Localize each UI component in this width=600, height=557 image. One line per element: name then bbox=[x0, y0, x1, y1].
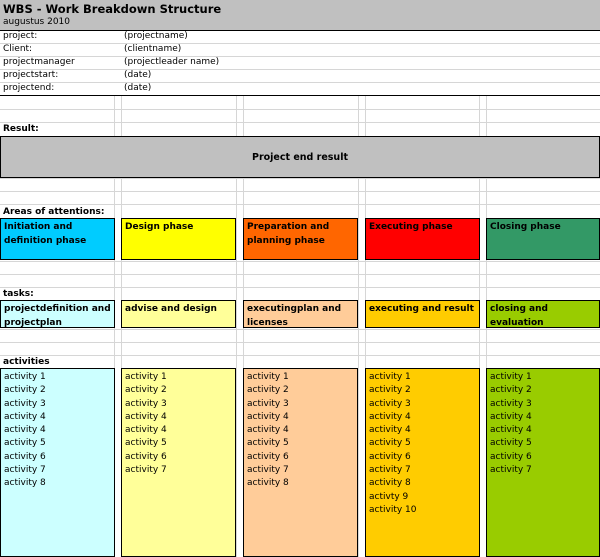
info-divider bbox=[0, 95, 600, 96]
area-closing[interactable]: Closing phase bbox=[486, 218, 600, 260]
activity-item[interactable]: activity 1 bbox=[490, 372, 532, 382]
grid-row-line bbox=[0, 178, 600, 179]
task-projectdefinition[interactable]: projectdefinition and projectplan bbox=[0, 300, 115, 328]
activity-item[interactable]: activity 4 bbox=[247, 411, 289, 422]
task-closing-evaluation[interactable]: closing and evaluation bbox=[486, 300, 600, 328]
activity-item[interactable]: activity 7 bbox=[369, 465, 411, 476]
area-design[interactable]: Design phase bbox=[121, 218, 236, 260]
grid-row-line bbox=[0, 122, 600, 123]
activity-item[interactable]: activity 3 bbox=[247, 398, 289, 409]
activity-item[interactable]: activity 2 bbox=[4, 385, 46, 396]
activity-item[interactable]: activity 7 bbox=[490, 465, 532, 476]
project-end-result-box[interactable]: Project end result bbox=[0, 136, 600, 178]
info-label: project: bbox=[3, 31, 38, 41]
activity-item[interactable]: activity 4 bbox=[369, 411, 411, 422]
activity-item[interactable]: activty 9 bbox=[369, 491, 409, 502]
activity-item[interactable]: activity 4 bbox=[125, 425, 167, 436]
activity-item[interactable]: activity 4 bbox=[490, 425, 532, 436]
document-header bbox=[0, 0, 600, 31]
result-label: Result: bbox=[3, 124, 39, 134]
area-preparation[interactable]: Preparation and planning phase bbox=[243, 218, 358, 260]
info-label: projectend: bbox=[3, 83, 55, 93]
info-value[interactable]: (projectname) bbox=[124, 31, 188, 41]
activity-item[interactable]: activity 1 bbox=[247, 372, 289, 382]
activity-item[interactable]: activity 2 bbox=[369, 385, 411, 396]
activity-item[interactable]: activity 6 bbox=[369, 451, 411, 462]
activities-column-design bbox=[121, 368, 236, 557]
activity-item[interactable]: activity 4 bbox=[369, 425, 411, 436]
area-initiation[interactable]: Initiation and definition phase bbox=[0, 218, 115, 260]
activity-item[interactable]: activity 2 bbox=[490, 385, 532, 396]
info-label: projectstart: bbox=[3, 70, 59, 80]
info-value[interactable]: (projectleader name) bbox=[124, 57, 220, 67]
activity-item[interactable]: activity 1 bbox=[369, 372, 411, 382]
activities-column-initiation bbox=[0, 368, 115, 557]
activity-item[interactable]: activity 7 bbox=[125, 465, 167, 476]
activity-item[interactable]: activity 3 bbox=[490, 398, 532, 409]
info-row-client bbox=[0, 43, 600, 57]
activity-item[interactable]: activity 5 bbox=[125, 438, 167, 449]
activity-item[interactable]: activity 6 bbox=[4, 451, 46, 462]
activity-item[interactable]: activity 4 bbox=[4, 425, 46, 436]
grid-row-line bbox=[0, 355, 600, 356]
grid-row-line bbox=[0, 204, 600, 205]
activities-column-closing bbox=[486, 368, 600, 557]
activity-item[interactable]: activity 5 bbox=[369, 438, 411, 449]
activity-item[interactable]: activity 8 bbox=[4, 478, 46, 489]
activity-item[interactable]: activity 7 bbox=[4, 465, 46, 476]
info-value[interactable]: (date) bbox=[124, 83, 152, 93]
document-title: WBS - Work Breakdown Structure bbox=[3, 2, 222, 16]
activity-item[interactable]: activity 3 bbox=[125, 398, 167, 409]
activity-item[interactable]: activity 8 bbox=[247, 478, 289, 489]
grid-row-line bbox=[0, 109, 600, 110]
activity-item[interactable]: activity 2 bbox=[247, 385, 289, 396]
tasks-label: tasks: bbox=[3, 289, 34, 299]
grid-row-line bbox=[0, 287, 600, 288]
activity-item[interactable]: activity 7 bbox=[247, 465, 289, 476]
activity-item[interactable]: activity 8 bbox=[369, 478, 411, 489]
info-row-projectmanager bbox=[0, 56, 600, 70]
grid-row-line bbox=[0, 191, 600, 192]
activity-item[interactable]: activity 4 bbox=[4, 411, 46, 422]
info-value[interactable]: (clientname) bbox=[124, 44, 182, 54]
activity-item[interactable]: activity 6 bbox=[490, 451, 532, 462]
activity-item[interactable]: activity 10 bbox=[369, 504, 417, 515]
info-label: Client: bbox=[3, 44, 33, 54]
activities-label: activities bbox=[3, 357, 50, 367]
grid-row-line bbox=[0, 261, 600, 262]
activity-item[interactable]: activity 4 bbox=[125, 411, 167, 422]
info-row-projectend bbox=[0, 82, 600, 95]
activity-item[interactable]: activity 2 bbox=[125, 385, 167, 396]
area-executing[interactable]: Executing phase bbox=[365, 218, 480, 260]
activity-item[interactable]: activity 1 bbox=[4, 372, 46, 382]
areas-label: Areas of attentions: bbox=[3, 207, 105, 217]
activity-item[interactable]: activity 3 bbox=[4, 398, 46, 409]
activities-column-preparation bbox=[243, 368, 358, 557]
info-row-project bbox=[0, 30, 600, 44]
activities-column-executing bbox=[365, 368, 480, 557]
grid-row-line bbox=[0, 342, 600, 343]
activity-item[interactable]: activity 4 bbox=[247, 425, 289, 436]
activity-item[interactable]: activity 5 bbox=[490, 438, 532, 449]
activity-item[interactable]: activity 1 bbox=[125, 372, 167, 382]
activity-item[interactable]: activity 5 bbox=[247, 438, 289, 449]
info-label: projectmanager bbox=[3, 57, 75, 67]
grid-row-line bbox=[0, 274, 600, 275]
document-date: augustus 2010 bbox=[3, 17, 71, 27]
activity-item[interactable]: activity 4 bbox=[490, 411, 532, 422]
info-row-projectstart bbox=[0, 69, 600, 83]
activity-item[interactable]: activity 6 bbox=[125, 451, 167, 462]
task-executingplan[interactable]: executingplan and licenses bbox=[243, 300, 358, 328]
activity-item[interactable]: activity 5 bbox=[4, 438, 46, 449]
activity-item[interactable]: activity 3 bbox=[369, 398, 411, 409]
task-executing-result[interactable]: executing and result bbox=[365, 300, 480, 328]
info-value[interactable]: (date) bbox=[124, 70, 152, 80]
task-advise-design[interactable]: advise and design bbox=[121, 300, 236, 328]
activity-item[interactable]: activity 6 bbox=[247, 451, 289, 462]
